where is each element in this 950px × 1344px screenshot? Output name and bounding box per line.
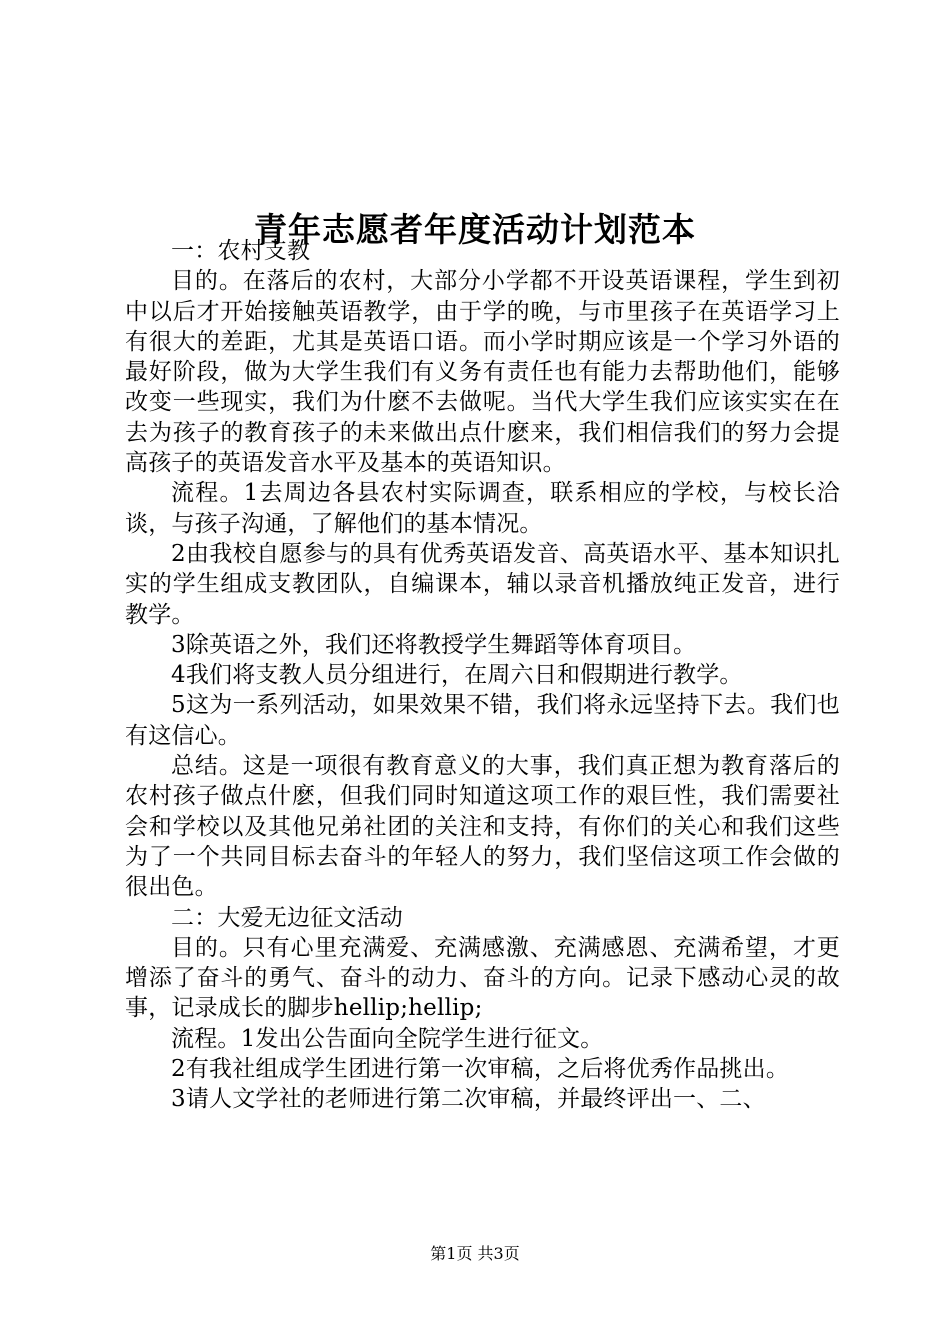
paragraph-purpose-1: 目的。在落后的农村，大部分小学都不开设英语课程，学生到初中以后才开始接触英语教学，由于学的晚，与市里孩子在英语学习上有很大的差距，尤其是英语口语。而小学时期应该是一个学习外语的最好阶段，做为大学生我们有义务有责任也有能力去帮助他们，能够改变一些现实，我们为什麽不去做呢。当代大学生我们应该实实在在去为孩子的教育孩子的未来做出点什麽来，我们相信我们的努力会提高孩子的英语发音水平及基本的英语知识。 bbox=[125, 268, 840, 477]
paragraph-process-2: 2由我校自愿参与的具有优秀英语发音、高英语水平、基本知识扎实的学生组成支教团队，自编课本，辅以录音机播放纯正发音，进行教学。 bbox=[125, 540, 840, 628]
paragraph-process-4: 4我们将支教人员分组进行，在周六日和假期进行教学。 bbox=[171, 662, 743, 689]
document-body bbox=[125, 236, 840, 1115]
paragraph-process-3: 3除英语之外，我们还将教授学生舞蹈等体育项目。 bbox=[171, 631, 697, 658]
paragraph-process-2-3: 3请人文学社的老师进行第二次审稿，并最终评出一、二、 bbox=[171, 1086, 766, 1113]
paragraph-summary-1: 总结。这是一项很有教育意义的大事，我们真正想为教育落后的农村孩子做点什麽，但我们同时知道这项工作的艰巨性，我们需要社会和学校以及其他兄弟社团的关注和支持，有你们的关心和我们这些为了一个共同目标去奋斗的年轻人的努力，我们坚信这项工作会做的很出色。 bbox=[125, 753, 840, 901]
paragraph-process-2-2: 2有我社组成学生团进行第一次审稿，之后将优秀作品挑出。 bbox=[171, 1056, 790, 1083]
paragraph-process-1: 流程。1去周边各县农村实际调查，联系相应的学校，与校长洽谈，与孩子沟通，了解他们的基本情况。 bbox=[125, 480, 840, 537]
paragraph-process-2-1: 流程。1发出公告面向全院学生进行征文。 bbox=[171, 1025, 604, 1052]
document-title: 青年志愿者年度活动计划范本 bbox=[254, 210, 696, 250]
section-heading-essay-contest: 二：大爱无边征文活动 bbox=[171, 904, 403, 931]
paragraph-process-5: 5这为一系列活动，如果效果不错，我们将永远坚持下去。我们也有这信心。 bbox=[125, 692, 840, 749]
page-footer: 第1页 共3页 bbox=[430, 1244, 520, 1263]
section-heading-rural-teaching: 一：农村支教 bbox=[171, 238, 311, 264]
paragraph-purpose-2: 目的。只有心里充满爱、充满感激、充满感恩、充满希望，才更增添了奋斗的勇气、奋斗的动力、奋斗的方向。记录下感动心灵的故事，记录成长的脚步hellip;hellip; bbox=[125, 934, 840, 1022]
